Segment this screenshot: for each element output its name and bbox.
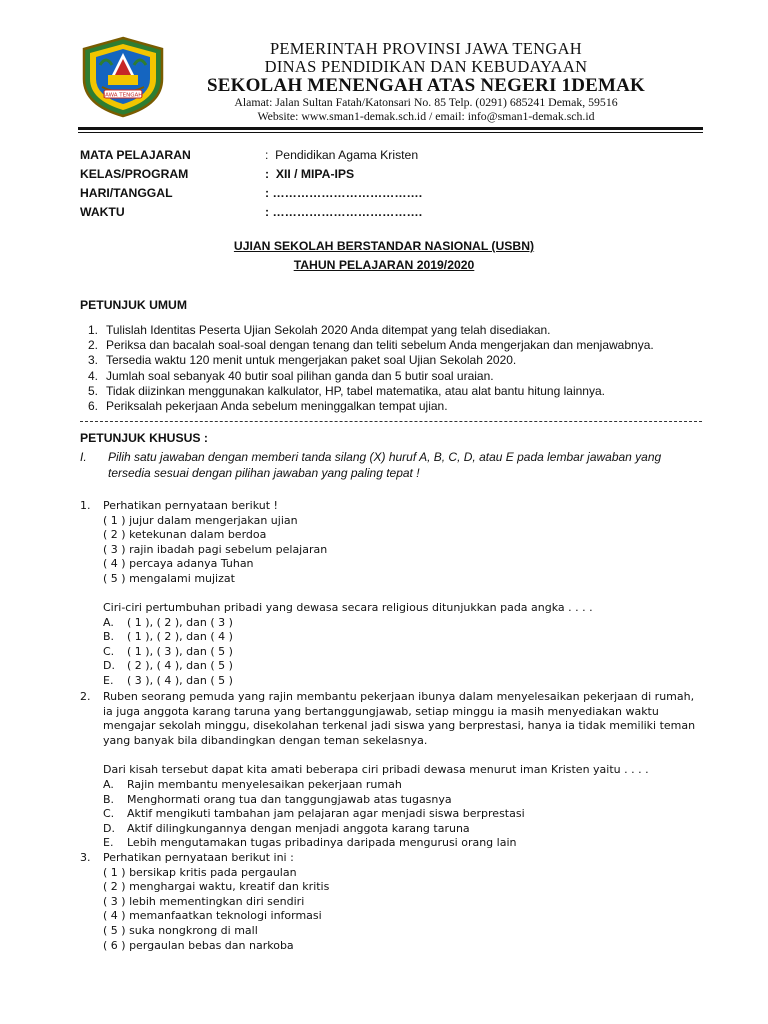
statement-item: ( 5 ) mengalami mujizat [103,572,235,585]
general-instructions-heading: PETUNJUK UMUM [80,298,187,312]
logo-banner-text: JAWA TENGAH [103,92,143,99]
school-name: SEKOLAH MENENGAH ATAS NEGERI 1DEMAK [206,74,646,96]
option-text: Menghormati orang tua dan tanggungjawab atas tugasnya [127,792,452,806]
statement-item: ( 5 ) suka nongkrong di mall [103,924,258,937]
identity-label: WAKTU [80,205,125,219]
statement-item: ( 3 ) rajin ibadah pagi sebelum pelajaran [103,542,328,556]
answer-option [103,659,233,674]
answer-option [103,674,233,689]
question-line: Ruben seorang pemuda yang rajin membantu pekerjaan ibunya dalam menyelesaikan pekerjaan di rumah, [103,690,695,703]
answer-option [103,645,233,660]
identity-label: HARI/TANGGAL [80,186,173,200]
question-prompt: Ciri-ciri pertumbuhan pribadi yang dewasa secara religious ditunjukkan pada angka . . . . [103,601,593,614]
answer-option [103,836,517,851]
answer-option [103,822,470,837]
question-line: mengajar sekolah minggu, disekolahan terkenal jadi siswa yang berprestasi, hanya ia tidak memiliki teman [103,719,696,733]
school-address: Alamat: Jalan Sultan Fatah/Katonsari No. 85 Telp. (0291) 685241 Demak, 59516 [234,95,618,110]
section-divider [80,421,702,422]
question-line: Perhatikan pernyataan berikut ! [103,499,278,512]
question-line: ia juga anggota karang taruna yang bertanggungjawab, setiap minggu ia masih menyediakan waktu [103,704,659,718]
identity-row [80,148,580,167]
identity-value: : Pendidikan Agama Kristen [265,148,419,162]
roman-numeral: I. [80,450,87,464]
instruction-text: Periksa dan bacalah soal-soal dengan tenang dan teliti sebelum Anda mengerjakan dan menjawabnya. [106,338,654,353]
identity-label: MATA PELAJARAN [80,148,191,162]
statement-item: ( 1 ) jujur dalam mengerjakan ujian [103,513,298,527]
letterhead [186,40,666,123]
header-divider-thick [78,127,703,130]
identity-row [80,205,580,224]
answer-option [103,807,525,822]
general-instructions-list [88,323,654,414]
special-instructions-line: Pilih satu jawaban dengan memberi tanda silang (X) huruf A, B, C, D, atau E pada lembar jawaban yang [108,450,662,464]
option-letter: E. [103,836,114,850]
question-line: Perhatikan pernyataan berikut ini : [103,851,294,864]
option-letter: E. [103,674,114,687]
option-letter: C. [103,807,115,821]
list-item: 3. Tersedia waktu 120 menit untuk mengerjakan paket soal Ujian Sekolah 2020. [88,353,517,368]
option-letter: A. [103,778,114,791]
identity-label: KELAS/PROGRAM [80,167,189,181]
question-line: yang banyak bila dibandingkan dengan teman sekelasnya. [103,733,428,747]
identity-row [80,186,580,205]
list-item: 1. Tulislah Identitas Peserta Ujian Sekolah 2020 Anda ditempat yang telah disediakan. [88,323,551,337]
government-line: PEMERINTAH PROVINSI JAWA TENGAH [269,39,583,58]
option-text: ( 1 ), ( 3 ), dan ( 5 ) [127,644,233,658]
exam-title: UJIAN SEKOLAH BERSTANDAR NASIONAL (USBN) [233,239,535,253]
option-text: Lebih mengutamakan tugas pribadinya daripada mengurusi orang lain [127,836,517,850]
provincial-emblem-logo [78,35,168,119]
special-instructions-heading: PETUNJUK KHUSUS : [80,431,208,445]
instruction-text: Tulislah Identitas Peserta Ujian Sekolah 2020 Anda ditempat yang telah disediakan. [106,323,551,337]
option-text: Rajin membantu menyelesaikan pekerjaan rumah [127,778,402,791]
question-number: 1. [80,499,91,512]
list-item: 5. Tidak diizinkan menggunakan kalkulator, HP, tabel matematika, atau alat bantu hitung lainnya. [88,383,605,398]
header-divider-thin [78,132,703,133]
list-item: 4. Jumlah soal sebanyak 40 butir soal pilihan ganda dan 5 butir soal uraian. [88,368,494,383]
option-text: Aktif dilingkungannya dengan menjadi anggota karang taruna [127,821,470,835]
list-item: 2. Periksa dan bacalah soal-soal dengan tenang dan teliti sebelum Anda mengerjakan dan menjawabnya. [88,338,654,353]
identity-value: : XII / MIPA-IPS [265,167,355,181]
option-letter: B. [103,792,115,806]
statement-item: ( 2 ) menghargai waktu, kreatif dan kritis [103,880,330,894]
option-text: Aktif mengikuti tambahan jam pelajaran agar menjadi siswa berprestasi [127,807,525,821]
question-number: 2. [80,690,91,703]
instruction-text: Tersedia waktu 120 menit untuk mengerjakan paket soal Ujian Sekolah 2020. [106,353,517,368]
special-instructions-text [108,449,708,481]
answer-option [103,793,452,808]
identity-value: : ………………………………. [265,205,423,219]
statement-item: ( 1 ) bersikap kritis pada pergaulan [103,865,297,879]
question-number: 3. [80,851,91,864]
school-website: Website: www.sman1-demak.sch.id / email: info@sman1-demak.sch.id [257,108,595,123]
statement-item: ( 4 ) percaya adanya Tuhan [103,557,254,571]
option-text: ( 1 ), ( 2 ), dan ( 4 ) [127,630,233,644]
instruction-text: Jumlah soal sebanyak 40 butir soal pilihan ganda dan 5 butir soal uraian. [106,368,494,383]
statement-item: ( 3 ) lebih mementingkan diri sendiri [103,894,305,908]
option-text: ( 1 ), ( 2 ), dan ( 3 ) [127,615,233,629]
option-letter: B. [103,630,115,644]
department-line: DINAS PENDIDIKAN DAN KEBUDAYAAN [264,56,588,76]
answer-option [103,616,233,631]
option-letter: D. [103,821,115,835]
answer-option [103,778,402,793]
option-text: ( 3 ), ( 4 ), dan ( 5 ) [127,674,233,687]
answer-option [103,630,233,645]
instruction-text: Periksalah pekerjaan Anda sebelum meninggalkan tempat ujian. [106,399,448,414]
instruction-text: Tidak diizinkan menggunakan kalkulator, HP, tabel matematika, atau alat bantu hitung lainnya. [106,383,605,398]
identity-table [80,148,580,224]
identity-row [80,167,580,186]
statement-item: ( 4 ) memanfaatkan teknologi informasi [103,909,322,923]
option-letter: D. [103,659,115,673]
option-letter: C. [103,644,115,658]
option-text: ( 2 ), ( 4 ), dan ( 5 ) [127,659,233,673]
exam-year: TAHUN PELAJARAN 2019/2020 [293,258,475,272]
list-item: 6. Periksalah pekerjaan Anda sebelum meninggalkan tempat ujian. [88,399,448,414]
special-instructions-line: tersedia sesuai dengan pilihan jawaban yang paling tepat ! [108,466,420,480]
identity-value: : ………………………………. [265,186,423,200]
option-letter: A. [103,615,114,629]
statement-item: ( 2 ) ketekunan dalam berdoa [103,528,267,542]
statement-item: ( 6 ) pergaulan bebas dan narkoba [103,938,294,952]
question-prompt: Dari kisah tersebut dapat kita amati beberapa ciri pribadi dewasa menurut iman Kristen yaitu . . . . [103,763,649,776]
